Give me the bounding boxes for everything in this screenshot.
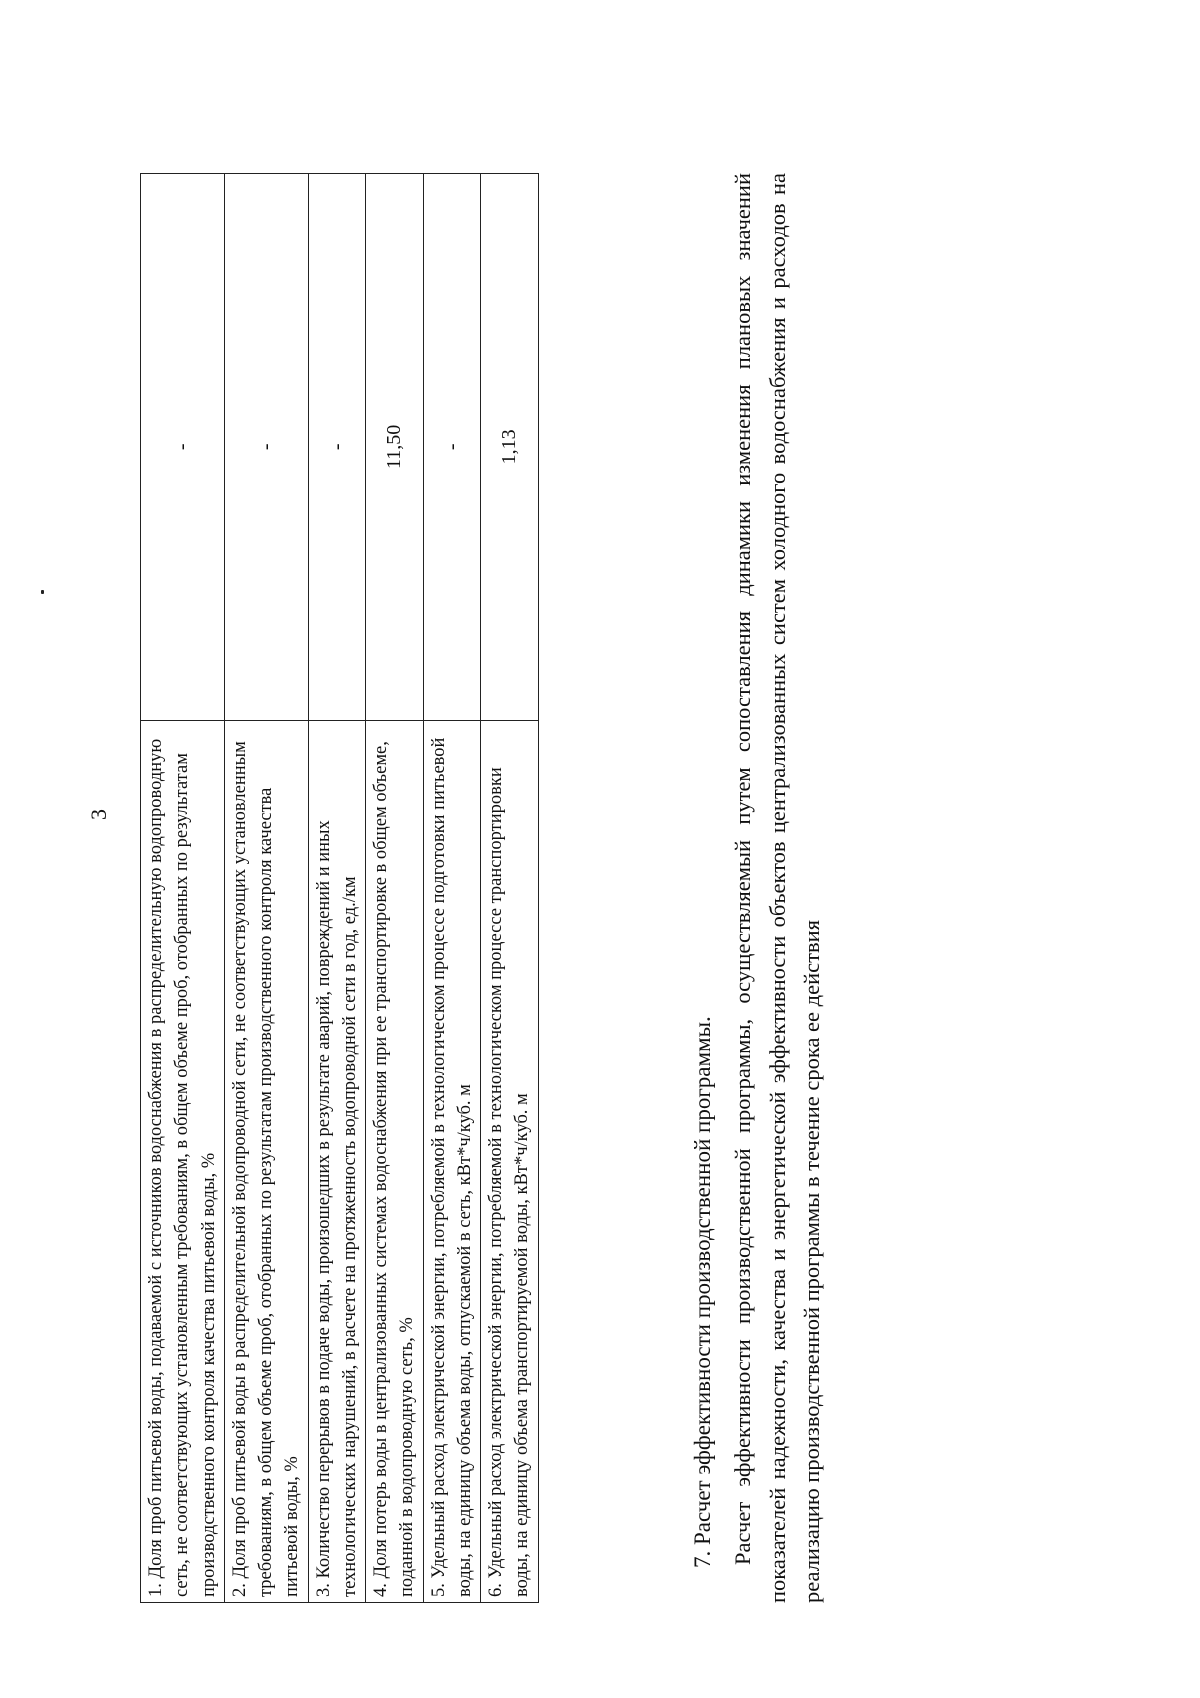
table-row — [366, 174, 424, 1603]
indicator-value-cell: - — [141, 174, 225, 721]
table-row — [224, 174, 308, 1603]
indicator-name-cell: 5. Удельный расход электрической энергии, потребляемой в технологическом процессе подготовки питьевой воды, на единицу объема воды, отпускаемой в сеть, кВт*ч/куб. м — [423, 720, 481, 1602]
table-row — [308, 174, 366, 1603]
section-heading: 7. Расчет эффективности производственной программы. — [690, 1016, 715, 1568]
table-row — [423, 174, 481, 1603]
indicators-table — [140, 173, 539, 1603]
indicator-value-cell: - — [308, 174, 366, 721]
table-row — [141, 174, 225, 1603]
indicator-value-cell: - — [224, 174, 308, 721]
indicator-name-cell: 6. Удельный расход электрической энергии, потребляемой в технологическом процессе транспортировки воды, на единицу объема транспортируемой воды, кВт*ч/куб. м — [481, 720, 539, 1602]
indicator-name-cell: 4. Доля потерь воды в централизованных системах водоснабжения при ее транспортировке в общем объеме, поданной в водопроводную сеть, % — [366, 720, 424, 1602]
indicator-name-cell: 3. Количество перерывов в подаче воды, произошедших в результате аварий, повреждений и иных технологических нарушений, в расчете на протяженность водопроводной сети в год, ед./км — [308, 720, 366, 1602]
rotated-page-content — [0, 173, 960, 1698]
table-row — [481, 174, 539, 1603]
indicator-value-cell: 11,50 — [366, 174, 424, 721]
indicator-value-cell: 1,13 — [481, 174, 539, 721]
indicator-name-cell: 1. Доля проб питьевой воды, подаваемой с источников водоснабжения в распределительную водопроводную сеть, не соответствующих установленным требованиям, в общем объеме проб, отобранных по результатам производственного контроля качества питьевой воды, % — [141, 720, 225, 1602]
section-paragraph: Расчет эффективности производственной программы, осуществляемый путем сопоставления динамики изменения плановых значений показателей надежности, качества и энергетической эффективности объектов централизованных систем холодного водоснабжения и расходов на реализацию производственной программы в течение срока ее действия — [730, 173, 825, 1603]
indicator-value-cell: - — [423, 174, 481, 721]
indicator-name-cell: 2. Доля проб питьевой воды в распределительной водопроводной сети, не соответствующих установленным требованиям, в общем объеме проб, отобранных по результатам производственного контроля качества питьевой воды, % — [224, 720, 308, 1602]
page-number: 3 — [86, 809, 111, 820]
